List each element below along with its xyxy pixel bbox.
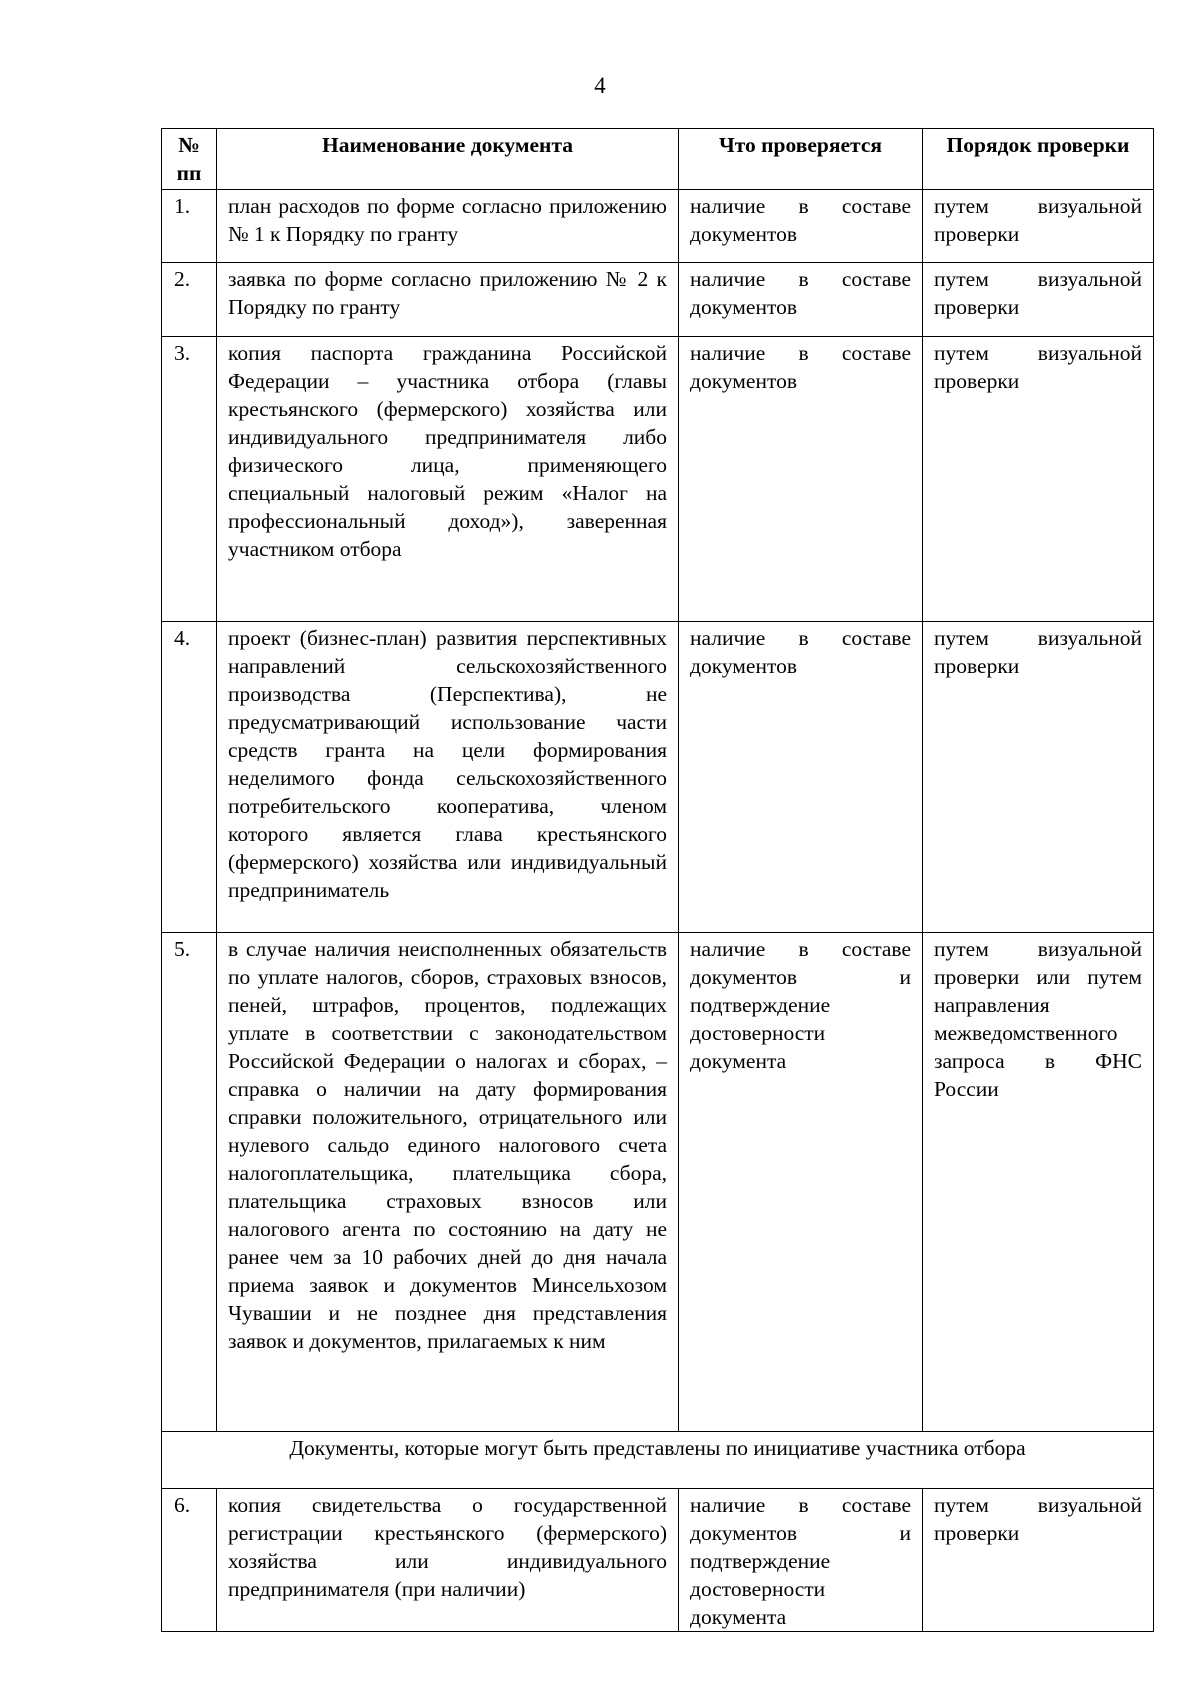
table-row (162, 190, 1154, 263)
row-name: копия паспорта гражданина Российской Федерации – участника отбора (главы крестьянского (фермерского) хозяйства или индивидуального предпринимателя либо физического лица, применяющего специальный налоговый режим «Налог на профессиональный доход»), заверенная участником отбора (217, 337, 679, 622)
row-how: путем визуальной проверки (923, 190, 1154, 263)
row-how: путем визуальной проверки (923, 622, 1154, 933)
section-row (162, 1432, 1154, 1489)
header-num: № пп (162, 129, 217, 190)
documents-table (161, 128, 1154, 1632)
header-how: Порядок проверки (923, 129, 1154, 190)
table-row (162, 263, 1154, 337)
row-what: наличие в составе документов (679, 337, 923, 622)
row-what: наличие в составе документов (679, 190, 923, 263)
row-how: путем визуальной проверки (923, 337, 1154, 622)
table-row (162, 337, 1154, 622)
row-num: 6. (162, 1489, 217, 1632)
row-num: 2. (162, 263, 217, 337)
row-how: путем визуальной проверки или путем направления межведомственного запроса в ФНС России (923, 933, 1154, 1432)
page-number: 4 (594, 73, 606, 98)
row-what: наличие в составе документов и подтверждение достоверности документа (679, 933, 923, 1432)
section-title: Документы, которые могут быть представлены по инициативе участника отбора (162, 1432, 1154, 1489)
row-num: 1. (162, 190, 217, 263)
row-name: заявка по форме согласно приложению № 2 к Порядку по гранту (217, 263, 679, 337)
row-what: наличие в составе документов и подтверждение достоверности документа (679, 1489, 923, 1632)
row-name: в случае наличия неисполненных обязательств по уплате налогов, сборов, страховых взносов, пеней, штрафов, процентов, подлежащих уплате в соответствии с законодательством Российской Федерации о налогах и сборах, – справка о наличии на дату формирования справки положительного, отрицательного или нулевого сальдо единого налогового счета налогоплательщика, плательщика сбора, плательщика страховых взносов или налогового агента по состоянию на дату не ранее чем за 10 рабочих дней до дня начала приема заявок и документов Минсельхозом Чувашии и не позднее дня представления заявок и документов, прилагаемых к ним (217, 933, 679, 1432)
row-num: 3. (162, 337, 217, 622)
row-how: путем визуальной проверки (923, 1489, 1154, 1632)
header-what: Что проверяется (679, 129, 923, 190)
row-name: план расходов по форме согласно приложению № 1 к Порядку по гранту (217, 190, 679, 263)
table-row (162, 622, 1154, 933)
row-what: наличие в составе документов (679, 622, 923, 933)
row-name: копия свидетельства о государственной регистрации крестьянского (фермерского) хозяйства или индивидуального предпринимателя (при наличии) (217, 1489, 679, 1632)
table-header-row (162, 129, 1154, 190)
row-num: 5. (162, 933, 217, 1432)
table-row (162, 933, 1154, 1432)
row-name: проект (бизнес-план) развития перспективных направлений сельскохозяйственного производства (Перспектива), не предусматривающий использование части средств гранта на цели формирования неделимого фонда сельскохозяйственного потребительского кооператива, членом которого является глава крестьянского (фермерского) хозяйства или индивидуальный предприниматель (217, 622, 679, 933)
row-what: наличие в составе документов (679, 263, 923, 337)
row-num: 4. (162, 622, 217, 933)
header-name: Наименование документа (217, 129, 679, 190)
table-row (162, 1489, 1154, 1632)
row-how: путем визуальной проверки (923, 263, 1154, 337)
